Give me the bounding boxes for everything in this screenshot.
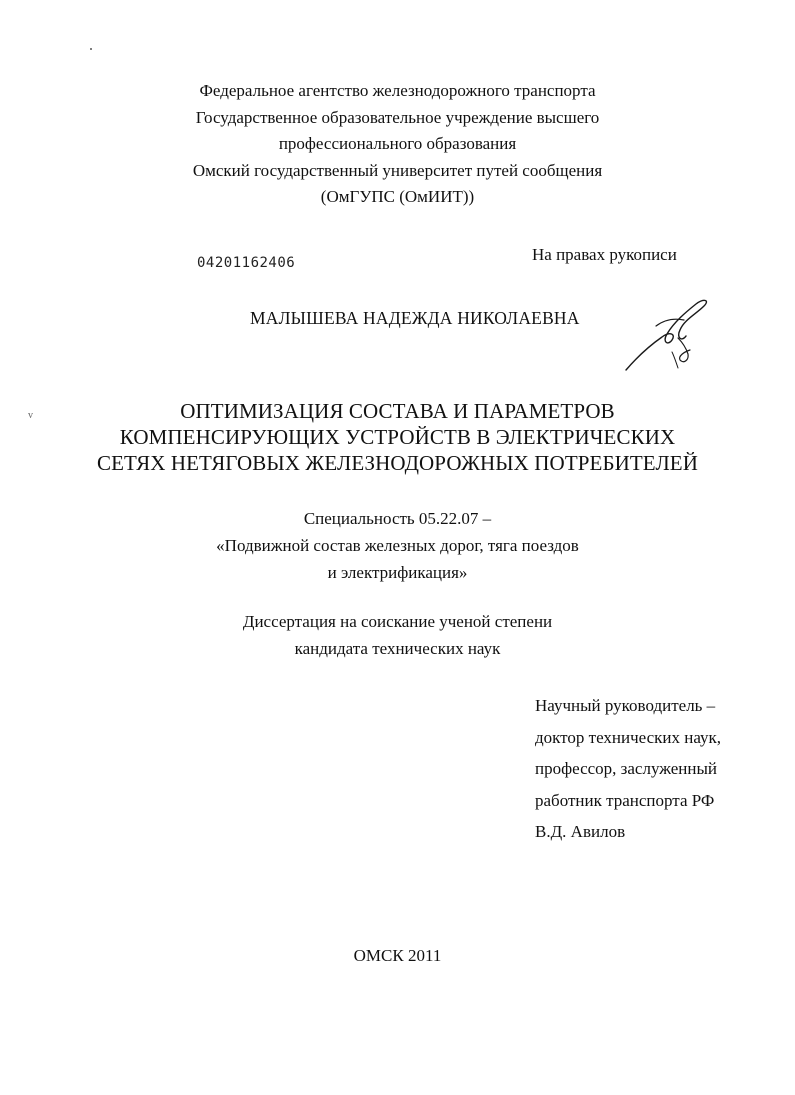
- margin-mark: v: [28, 410, 33, 421]
- title-line: СЕТЯХ НЕТЯГОВЫХ ЖЕЛЕЗНОДОРОЖНЫХ ПОТРЕБИТЕЛЕЙ: [96, 451, 698, 475]
- author-name: МАЛЫШЕВА НАДЕЖДА НИКОЛАЕВНА: [250, 308, 580, 328]
- org-line: Государственное образовательное учреждение высшего: [195, 107, 600, 127]
- supervisor-line: работник транспорта РФ: [535, 790, 715, 810]
- title-line: КОМПЕНСИРУЮЩИХ УСТРОЙСТВ В ЭЛЕКТРИЧЕСКИХ: [119, 425, 676, 449]
- title-line: ОПТИМИЗАЦИЯ СОСТАВА И ПАРАМЕТРОВ: [180, 399, 615, 423]
- thesis-title: [0, 398, 795, 476]
- supervisor-line: В.Д. Авилов: [535, 822, 626, 841]
- organization-block: [0, 78, 795, 211]
- supervisor-line: доктор технических наук,: [535, 727, 722, 747]
- org-line: Федеральное агентство железнодорожного транспорта: [199, 81, 596, 100]
- manuscript-rights: На правах рукописи: [532, 245, 677, 264]
- org-line: профессионального образования: [278, 134, 517, 153]
- dissertation-block: [0, 608, 795, 662]
- scan-speck: [90, 48, 92, 50]
- supervisor-block: [535, 690, 721, 848]
- city-year: [0, 943, 795, 969]
- dissertation-line: кандидата технических наук: [294, 639, 501, 658]
- org-line: (ОмГУПС (ОмИИТ)): [320, 187, 475, 206]
- supervisor-line: Научный руководитель –: [535, 696, 716, 715]
- registration-code: 04201162406: [197, 255, 296, 271]
- org-line: Омский государственный университет путей сообщения: [192, 160, 603, 180]
- specialty-line: «Подвижной состав железных дорог, тяга поездов: [216, 536, 579, 555]
- signature-icon: [618, 290, 718, 380]
- specialty-block: [0, 505, 795, 586]
- specialty-line: Специальность 05.22.07 –: [303, 509, 492, 528]
- supervisor-line: профессор, заслуженный: [535, 759, 718, 778]
- city-year-text: ОМСК 2011: [353, 946, 442, 965]
- dissertation-line: Диссертация на соискание ученой степени: [242, 612, 553, 631]
- specialty-line: и электрификация»: [327, 563, 468, 582]
